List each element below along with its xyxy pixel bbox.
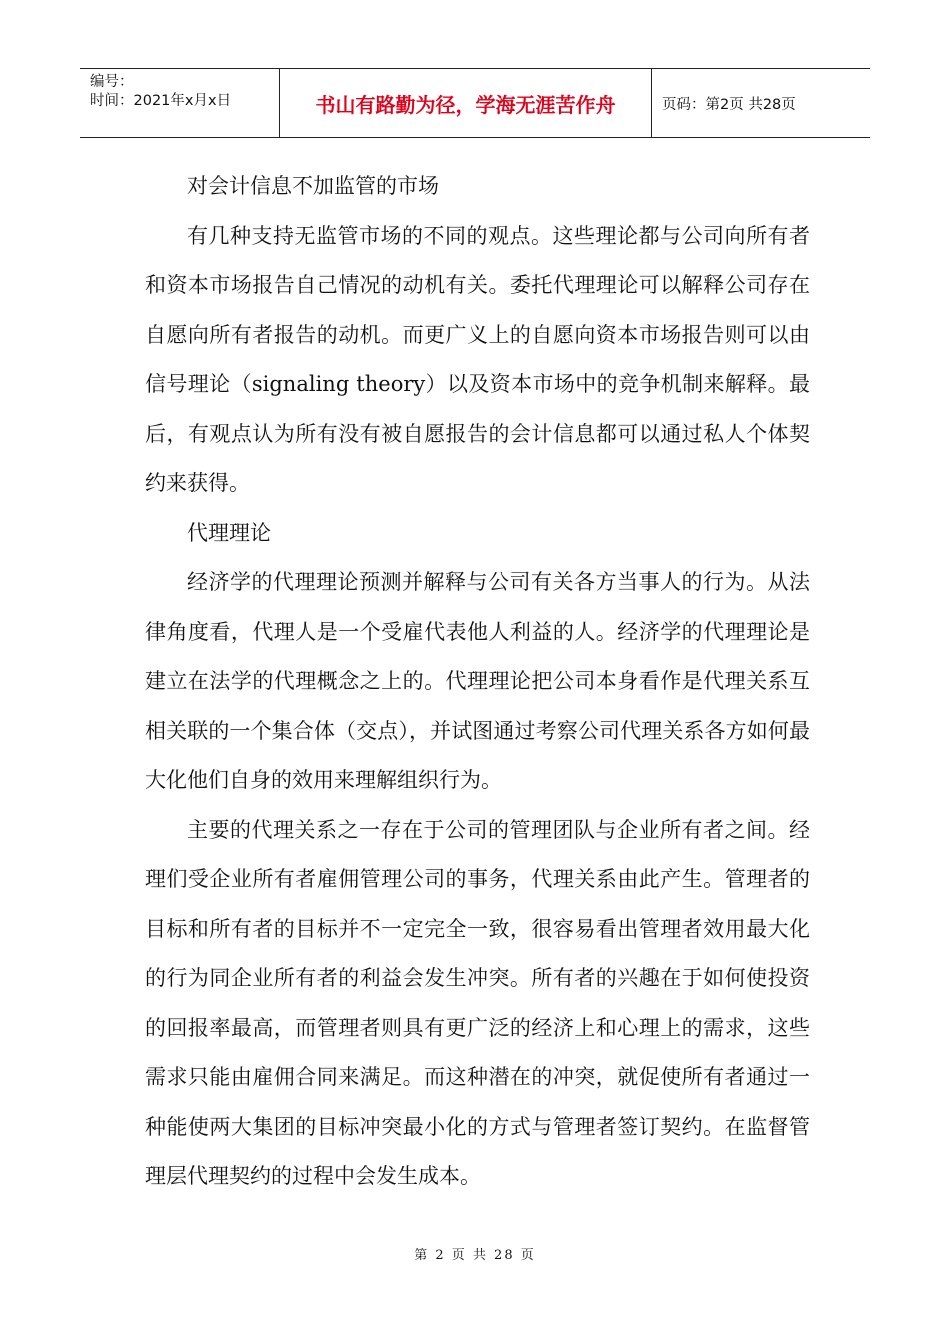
header-page-info: 页码：第2页 共28页 [662, 96, 796, 113]
doc-time-label: 时间：2021年x月x日 [90, 93, 232, 109]
page-header [80, 68, 870, 138]
doc-number-label: 编号： [90, 74, 134, 90]
page-footer: 第 2 页 共 28 页 [414, 1248, 536, 1263]
header-meta [80, 69, 280, 137]
paragraph: 有几种支持无监管市场的不同的观点。这些理论都与公司向所有者和资本市场报告自己情况的动机有关。委托代理理论可以解释公司存在自愿向所有者报告的动机。而更广义上的自愿向资本市场报告则可以由信号理论（signaling theory）以及资本市场中的竞争机制来解释。最后，有观点认为所有没有被自愿报告的会计信息都可以通过私人个体契约来获得。 [145, 223, 810, 495]
paragraph: 经济学的代理理论预测并解释与公司有关各方当事人的行为。从法律角度看，代理人是一个受雇代表他人利益的人。经济学的代理理论是建立在法学的代理概念之上的。代理理论把公司本身看作是代理关系互相关联的一个集合体（交点），并试图通过考察公司代理关系各方如何最大化他们自身的效用来理解组织行为。 [145, 570, 810, 792]
document-body [145, 162, 810, 1202]
section-heading: 对会计信息不加监管的市场 [187, 174, 439, 198]
paragraph: 主要的代理关系之一存在于公司的管理团队与企业所有者之间。经理们受企业所有者雇佣管理公司的事务，代理关系由此产生。管理者的目标和所有者的目标并不一定完全一致，很容易看出管理者效用最大化的行为同企业所有者的利益会发生冲突。所有者的兴趣在于如何使投资的回报率最高，而管理者则具有更广泛的经济上和心理上的需求，这些需求只能由雇佣合同来满足。而这种潜在的冲突，就促使所有者通过一种能使两大集团的目标冲突最小化的方式与管理者签订契约。在监督管理层代理契约的过程中会发生成本。 [145, 817, 810, 1188]
header-motto: 书山有路勤为径，学海无涯苦作舟 [280, 69, 652, 137]
section-heading: 代理理论 [187, 520, 271, 545]
